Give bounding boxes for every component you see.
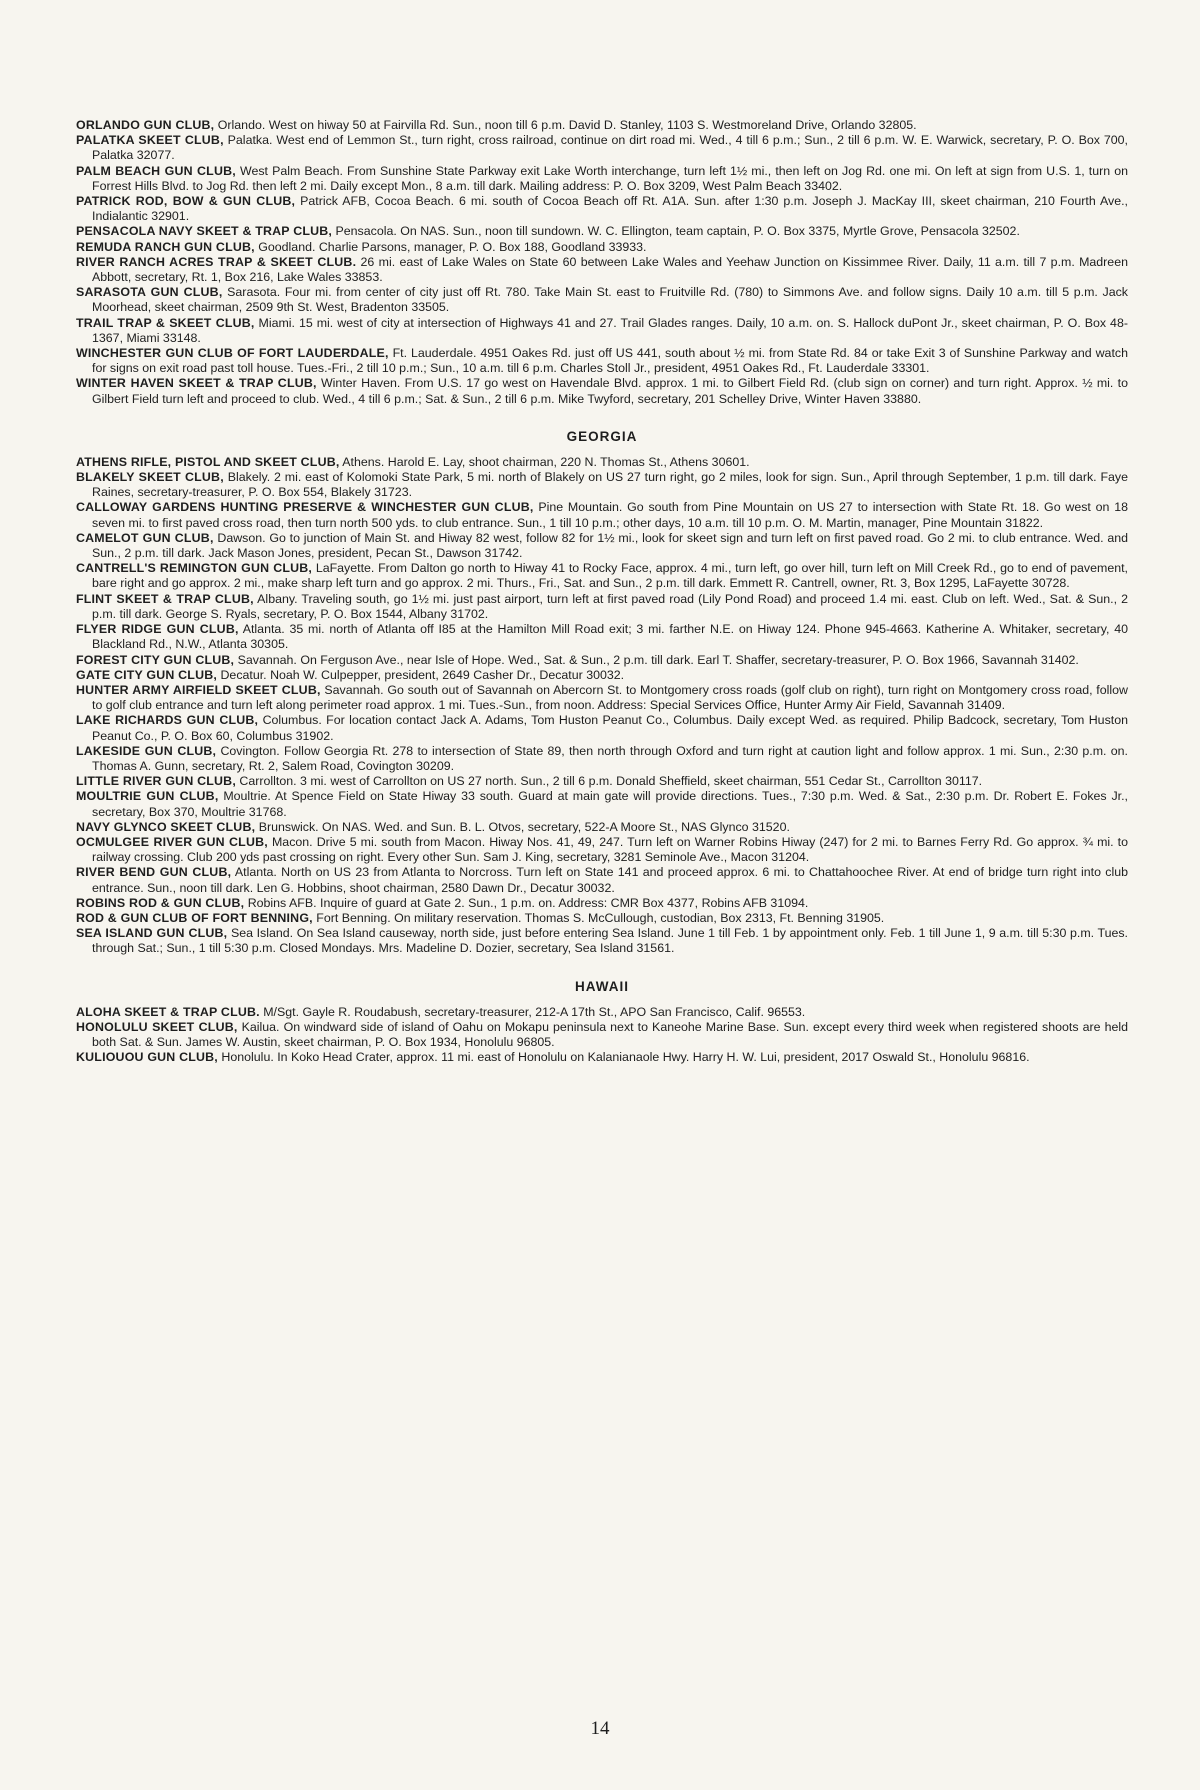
club-details: Moultrie. At Spence Field on State Hiway 33 south. Guard at main gate will provide directions. Tues., 7:30 p.m. Wed. & Sat., 2:30 p.m. Dr. Robert E. Fokes Jr., secretary, Box 370, Moultrie 31768. (92, 789, 1128, 819)
club-name: SEA ISLAND GUN CLUB, (76, 926, 228, 941)
club-entry (76, 164, 1128, 194)
club-details: Savannah. Go south out of Savannah on Abercorn St. to Montgomery cross roads (golf club on right), turn right on Montgomery cross road, follow to golf club entrance and turn left along perimeter road approx. 1 mi. Tues.-Sun., from noon. Address: Special Services Office, Hunter Army Air Field, Savannah 31409. (92, 682, 1128, 713)
club-entry (76, 240, 1128, 255)
club-details: Savannah. On Ferguson Ave., near Isle of Hope. Wed., Sat. & Sun., 2 p.m. till dark. Earl T. Shaffer, secretary-treasurer, P. O. Box 1966, Savannah 31402. (237, 652, 1079, 667)
club-name: CANTRELL'S REMINGTON GUN CLUB, (76, 561, 313, 576)
club-details: West Palm Beach. From Sunshine State Parkway exit Lake Worth interchange, turn left 1½ mi., then left on Jog Rd. one mi. On left at sign from U.S. 1, turn on Forrest Hills Blvd. to Jog Rd. then left 2 mi. Daily except Mon., 8 a.m. till dark. Mailing address: P. O. Box 3209, West Palm Beach 33402. (92, 163, 1128, 193)
club-entry (76, 1020, 1128, 1050)
club-details: Sea Island. On Sea Island causeway, north side, just before entering Sea Island. June 1 till Feb. 1 by appointment only. Feb. 1 till June 1, 9 a.m. till 5:30 p.m. Tues. through Sat.; Sun., 1 till 5:30 p.m. Closed Mondays. Mrs. Madeline D. Dozier, secretary, Sea Island 31561. (92, 926, 1128, 956)
club-entry (76, 926, 1128, 956)
club-details: Pine Mountain. Go south from Pine Mountain on US 27 to intersection with State Rt. 18. Go west on 18 seven mi. to first paved cross road, then turn north 500 yds. to club entrance. Sun., 1 till 10 p.m.; other days, 10 a.m. till 10 p.m. O. M. Martin, manager, Pine Mountain 31822. (92, 500, 1128, 530)
club-entry (76, 668, 1128, 683)
club-entry (76, 133, 1128, 163)
club-entry (76, 1050, 1128, 1065)
club-name: TRAIL TRAP & SKEET CLUB, (76, 315, 255, 330)
club-entry (76, 820, 1128, 835)
club-entry (76, 224, 1128, 239)
club-entry (76, 789, 1128, 819)
club-name: PATRICK ROD, BOW & GUN CLUB, (76, 194, 296, 209)
club-details: Covington. Follow Georgia Rt. 278 to intersection of State 89, then north through Oxford and turn right at caution light and follow approx. 1 mi. Sun., 2:30 p.m. on. Thomas A. Gunn, secretary, Rt. 2, Salem Road, Covington 30209. (92, 743, 1128, 773)
club-entry (76, 713, 1128, 743)
club-entry (76, 865, 1128, 895)
club-name: SARASOTA GUN CLUB, (76, 285, 223, 300)
club-details: Goodland. Charlie Parsons, manager, P. O. Box 188, Goodland 33933. (258, 239, 647, 254)
club-entry (76, 455, 1128, 470)
club-details: Carrollton. 3 mi. west of Carrollton on US 27 north. Sun., 2 till 6 p.m. Donald Sheffield, skeet chairman, 551 Cedar St., Carrollton 30117. (239, 774, 983, 789)
club-entry (76, 316, 1128, 346)
club-name: WINTER HAVEN SKEET & TRAP CLUB, (76, 376, 317, 391)
club-entry (76, 376, 1128, 406)
club-entry (76, 1005, 1128, 1020)
club-details: LaFayette. From Dalton go north to Hiway 41 to Rocky Face, approx. 4 mi., turn left, go over hill, turn left on Mill Creek Rd., go to end of pavement, bare right and go approx. 2 mi., make sharp left turn and go approx. 2 mi. Thurs., Fri., Sat. and Sun., 2 p.m. till dark. Emmett R. Cantrell, owner, Rt. 3, Box 1295, LaFayette 30728. (92, 561, 1128, 591)
club-name: FLINT SKEET & TRAP CLUB, (76, 591, 254, 606)
club-details: Sarasota. Four mi. from center of city just off Rt. 780. Take Main St. east to Fruitville Rd. (780) to Simmons Ave. and follow signs. Daily 10 a.m. till 5 p.m. Jack Moorhead, skeet chairman, 2509 9th St. West, Bradenton 33505. (92, 285, 1128, 315)
club-name: PALATKA SKEET CLUB, (76, 133, 224, 148)
club-entry (76, 592, 1128, 622)
directory-content (76, 118, 1128, 1065)
club-details: Orlando. West on hiway 50 at Fairvilla Rd. Sun., noon till 6 p.m. David D. Stanley, 1103 S. Westmoreland Drive, Orlando 32805. (217, 118, 917, 132)
club-name: ALOHA SKEET & TRAP CLUB. (76, 1004, 260, 1019)
section-heading: GEORGIA (566, 428, 638, 444)
club-details: Macon. Drive 5 mi. south from Macon. Hiway Nos. 41, 49, 247. Turn left on Warner Robins Hiway (247) for 2 mi. to Barnes Ferry Rd. Go approx. ¾ mi. to railway crossing. Club 200 yds past crossing on right. Every other Sun. Sam J. King, secretary, 3281 Seminole Ave., Macon 31204. (92, 834, 1128, 865)
club-name: KULIOUOU GUN CLUB, (76, 1050, 218, 1065)
club-name: RIVER RANCH ACRES TRAP & SKEET CLUB. (76, 254, 357, 269)
club-entry (76, 285, 1128, 315)
club-details: Robins AFB. Inquire of guard at Gate 2. Sun., 1 p.m. on. Address: CMR Box 4377, Robins AFB 31094. (247, 895, 809, 910)
club-name: LAKESIDE GUN CLUB, (76, 743, 217, 758)
club-entry (76, 255, 1128, 285)
club-name: BLAKELY SKEET CLUB, (76, 470, 224, 485)
club-name: ATHENS RIFLE, PISTOL AND SKEET CLUB, (76, 454, 340, 469)
club-details: Winter Haven. From U.S. 17 go west on Havendale Blvd. approx. 1 mi. to Gilbert Field Rd. (club sign on corner) and turn right. Approx. ½ mi. to Gilbert Field turn left and proceed to club. Wed., 4 till 6 p.m.; Sat. & Sun., 2 till 6 p.m. Mike Twyford, secretary, 201 Schelley Drive, Winter Haven 33880. (92, 376, 1128, 406)
club-name: FOREST CITY GUN CLUB, (76, 652, 235, 667)
club-entry (76, 911, 1128, 926)
club-name: LAKE RICHARDS GUN CLUB, (76, 713, 259, 728)
club-details: Dawson. Go to junction of Main St. and Hiway 82 west, follow 82 for 1½ mi., look for skeet sign and turn left on first paved road. Go 2 mi. to club entrance. Wed. and Sun., 2 p.m. till dark. Jack Mason Jones, president, Pecan St., Dawson 31742. (92, 530, 1128, 561)
club-entry (76, 835, 1128, 865)
club-entry (76, 531, 1128, 561)
page-number: 14 (590, 1718, 610, 1739)
club-name: HONOLULU SKEET CLUB, (76, 1019, 238, 1034)
club-name: OCMULGEE RIVER GUN CLUB, (76, 834, 268, 849)
club-details: Atlanta. North on US 23 from Atlanta to Norcross. Turn left on State 141 and proceed approx. 6 mi. to Chattahoochee River. At end of bridge turn right into club entrance. Sun., noon till dark. Len G. Hobbins, shoot chairman, 2580 Dawn Dr., Decatur 30032. (92, 865, 1128, 895)
club-details: 26 mi. east of Lake Wales on State 60 between Lake Wales and Yeehaw Junction on Kissimmee River. Daily, 11 a.m. till 7 p.m. Madreen Abbott, secretary, Rt. 1, Box 216, Lake Wales 33853. (92, 254, 1128, 285)
club-name: RIVER BEND GUN CLUB, (76, 865, 232, 880)
club-details: Columbus. For location contact Jack A. Adams, Tom Huston Peanut Co., Columbus. Daily except Wed. as required. Philip Badcock, secretary, Tom Huston Peanut Co., P. O. Box 60, Columbus 31902. (92, 713, 1128, 743)
club-details: Athens. Harold E. Lay, shoot chairman, 220 N. Thomas St., Athens 30601. (342, 454, 750, 469)
club-name: LITTLE RIVER GUN CLUB, (76, 774, 236, 789)
club-details: Ft. Lauderdale. 4951 Oakes Rd. just off US 441, south about ½ mi. from State Rd. 84 or take Exit 3 of Sunshine Parkway and watch for signs on exit road past toll house. Tues.-Fri., 2 till 10 p.m.; Sun., 10 a.m. till 6 p.m. Charles Stoll Jr., president, 4951 Oakes Rd., Ft. Lauderdale 33301. (92, 346, 1128, 376)
club-details: Patrick AFB, Cocoa Beach. 6 mi. south of Cocoa Beach off Rt. A1A. Sun. after 1:30 p.m. Joseph J. MacKay III, skeet chairman, 210 Fourth Ave., Indialantic 32901. (92, 194, 1128, 224)
club-details: Kailua. On windward side of island of Oahu on Mokapu peninsula next to Kaneohe Marine Base. Sun. except every third week when registered shoots are held both Sat. & Sun. James W. Austin, skeet chairman, P. O. Box 1934, Honolulu 96805. (92, 1019, 1128, 1049)
club-entry (76, 470, 1128, 500)
club-entry (76, 653, 1128, 668)
club-entry (76, 194, 1128, 224)
club-entry (76, 346, 1128, 376)
club-entry (76, 744, 1128, 774)
club-details: Palatka. West end of Lemmon St., turn right, cross railroad, continue on dirt road mi. Wed., 4 till 6 p.m.; Sun., 2 till 6 p.m. W. E. Warwick, secretary, P. O. Box 700, Palatka 32077. (92, 133, 1128, 163)
club-entry (76, 896, 1128, 911)
club-entry (76, 118, 1128, 133)
club-name: CAMELOT GUN CLUB, (76, 530, 214, 545)
club-details: Blakely. 2 mi. east of Kolomoki State Park, 5 mi. north of Blakely on US 27 turn right, go 2 miles, look for sign. Sun., April through September, 1 p.m. till dark. Faye Raines, secretary-treasurer, P. O. Box 554, Blakely 31723. (92, 470, 1128, 500)
club-name: ROD & GUN CLUB OF FORT BENNING, (76, 910, 313, 925)
club-details: Brunswick. On NAS. Wed. and Sun. B. L. Otvos, secretary, 522-A Moore St., NAS Glynco 31520. (258, 819, 790, 834)
club-name: MOULTRIE GUN CLUB, (76, 789, 219, 804)
club-name: REMUDA RANCH GUN CLUB, (76, 239, 255, 254)
club-details: Fort Benning. On military reservation. Thomas S. McCullough, custodian, Box 2313, Ft. Benning 31905. (316, 910, 885, 925)
club-name: ORLANDO GUN CLUB, (76, 118, 215, 132)
club-name: PENSACOLA NAVY SKEET & TRAP CLUB, (76, 224, 333, 239)
club-entry (76, 774, 1128, 789)
club-name: FLYER RIDGE GUN CLUB, (76, 622, 239, 637)
club-entry (76, 500, 1128, 530)
club-name: HUNTER ARMY AIRFIELD SKEET CLUB, (76, 682, 321, 697)
club-details: Decatur. Noah W. Culpepper, president, 2649 Casher Dr., Decatur 30032. (220, 667, 625, 682)
club-details: Honolulu. In Koko Head Crater, approx. 11 mi. east of Honolulu on Kalanianaole Hwy. Harry H. W. Lui, president, 2017 Oswald St., Honolulu 96816. (221, 1050, 1030, 1065)
club-name: WINCHESTER GUN CLUB OF FORT LAUDERDALE, (76, 346, 389, 361)
club-name: NAVY GLYNCO SKEET CLUB, (76, 819, 256, 834)
club-name: GATE CITY GUN CLUB, (76, 667, 218, 682)
club-entry (76, 561, 1128, 591)
club-entry (76, 622, 1128, 652)
club-details: Miami. 15 mi. west of city at intersection of Highways 41 and 27. Trail Glades ranges. Daily, 10 a.m. on. S. Hallock duPont Jr., skeet chairman, P. O. Box 48-1367, Miami 33148. (92, 315, 1128, 345)
section-heading: HAWAII (574, 978, 629, 994)
club-name: PALM BEACH GUN CLUB, (76, 163, 236, 178)
club-details: Pensacola. On NAS. Sun., noon till sundown. W. C. Ellington, team captain, P. O. Box 3375, Myrtle Grove, Pensacola 32502. (335, 224, 1020, 239)
club-details: Albany. Traveling south, go 1½ mi. just past airport, turn left at first paved road (Lily Pond Road) and proceed 1.4 mi. east. Club on left. Wed., Sat. & Sun., 2 p.m. till dark. George S. Ryals, secretary, P. O. Box 1544, Albany 31702. (92, 591, 1128, 621)
club-entry (76, 683, 1128, 713)
club-details: Atlanta. 35 mi. north of Atlanta off I85 at the Hamilton Mill Road exit; 3 mi. farther N.E. on Hiway 124. Phone 945-4663. Katherine A. Whitaker, secretary, 40 Blackland Rd., N.W., Atlanta 30305. (92, 622, 1128, 652)
club-name: ROBINS ROD & GUN CLUB, (76, 895, 245, 910)
club-details: M/Sgt. Gayle R. Roudabush, secretary-treasurer, 212-A 17th St., APO San Francisco, Calif. 96553. (263, 1004, 806, 1019)
club-name: CALLOWAY GARDENS HUNTING PRESERVE & WINCHESTER GUN CLUB, (76, 500, 534, 515)
